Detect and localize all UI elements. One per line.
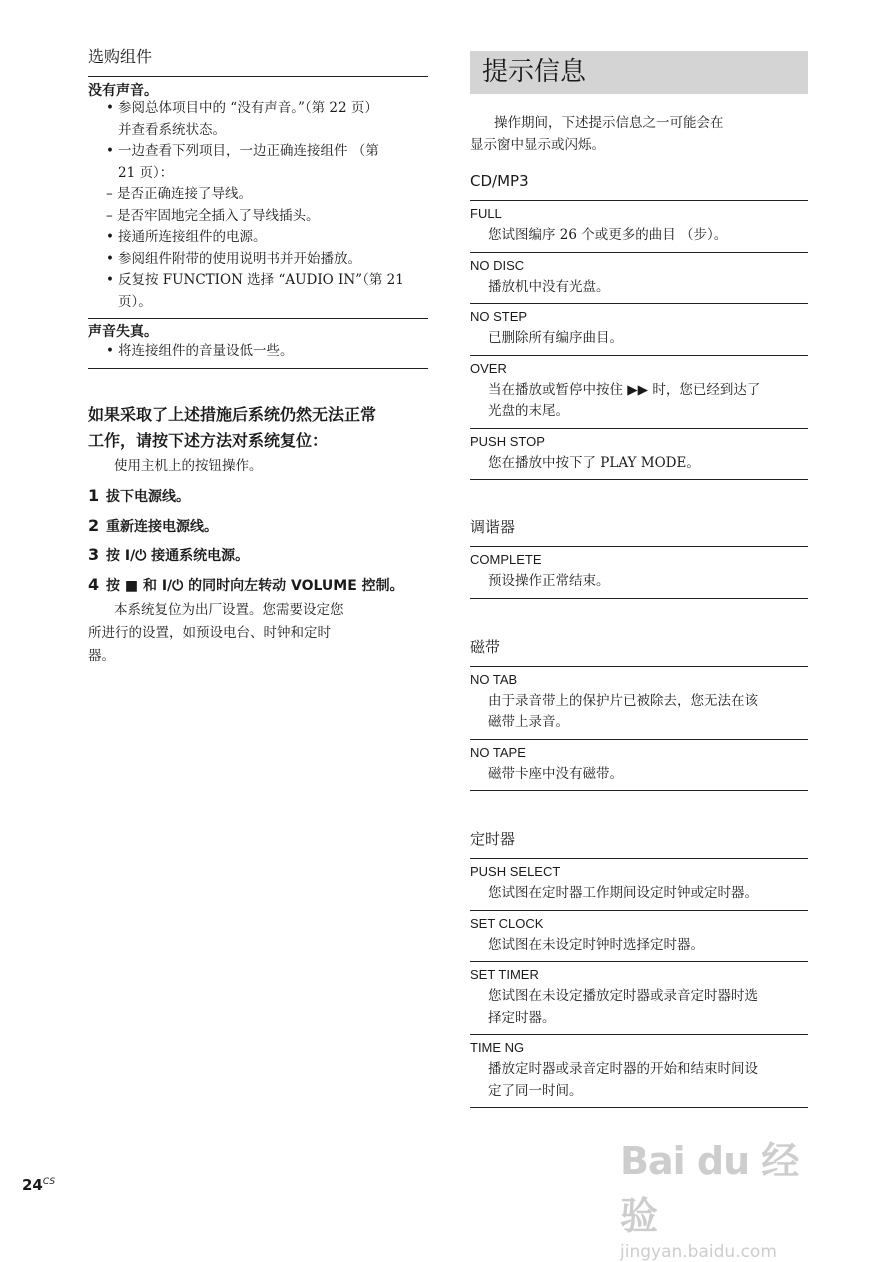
list-item: • 接通所连接组件的电源。 (88, 227, 428, 249)
section-title: CD/MP3 (470, 172, 529, 190)
message-entry (470, 910, 808, 962)
watermark-url: jingyan.baidu.com (620, 1242, 777, 1262)
message-code: NO STEP (470, 309, 528, 324)
divider (470, 790, 808, 791)
message-entry (470, 200, 808, 252)
message-entry (470, 355, 808, 428)
message-description: 您试图在未设定时钟时选择定时器。 (488, 936, 704, 953)
message-section (470, 170, 808, 480)
list-item: 并查看系统状态。 (118, 121, 226, 138)
message-entry (470, 666, 808, 739)
divider (88, 368, 428, 369)
message-description: 您试图在未设定播放定时器或录音定时器时选 (488, 988, 758, 1004)
reset-heading-line: 工作，请按下述方法对系统复位： (88, 431, 329, 450)
message-entry (470, 546, 808, 598)
banner-title: 提示信息 (482, 57, 587, 87)
message-entry (470, 303, 808, 355)
message-code: COMPLETE (470, 552, 542, 567)
intro-line: 显示窗中显示或闪烁。 (470, 137, 605, 153)
outro-line: 本系统复位为出厂设置。您需要设定您 (114, 602, 344, 618)
watermark-brand: Bai du 经验 (620, 1139, 799, 1238)
message-description: 已删除所有编序曲目。 (488, 330, 623, 346)
message-entry (470, 428, 808, 480)
message-description: 定了同一时间。 (488, 1082, 583, 1099)
step-text: 按 I/⏻ 接通系统电源。 (106, 548, 250, 564)
outro-line: 器。 (88, 648, 115, 664)
divider (470, 479, 808, 480)
message-description: 您试图编序 26 个或更多的曲目 （步）。 (488, 227, 728, 243)
message-code: OVER (470, 360, 507, 376)
page-number (22, 1176, 55, 1194)
message-section (470, 516, 808, 599)
message-entry (470, 858, 808, 910)
message-code: NO DISC (470, 257, 525, 273)
list-item: • 一边查看下列项目，一边正确连接组件 （第 (88, 141, 428, 163)
message-entry (470, 739, 808, 791)
step-number: 2 (88, 515, 100, 535)
intro-paragraph (470, 112, 808, 156)
list-item: 页）。 (118, 293, 152, 310)
message-description: 您试图在定时器工作期间设定时钟或定时器。 (488, 885, 758, 901)
banner (470, 51, 808, 94)
reset-heading-line: 如果采取了上述措施后系统仍然无法正常 (88, 405, 377, 424)
section-title: 定时器 (470, 830, 516, 848)
message-description: 磁带上录音。 (488, 714, 569, 730)
message-description: 播放定时器或录音定时器的开始和结束时间设 (488, 1061, 758, 1077)
reset-outro (88, 599, 428, 668)
list-item: • 参阅组件附带的使用说明书并开始播放。 (88, 249, 428, 271)
message-entry (470, 252, 808, 304)
divider (88, 76, 428, 77)
message-code: TIME NG (470, 1040, 525, 1055)
list-item: • 参阅总体项目中的 “没有声音。”（第 22 页） (88, 98, 428, 120)
message-code: PUSH SELECT (470, 864, 561, 879)
step-number: 3 (88, 545, 100, 564)
message-description: 预设操作正常结束。 (488, 573, 610, 589)
message-description: 由于录音带上的保护片已被除去，您无法在该 (488, 692, 758, 709)
step-number: 1 (88, 486, 100, 505)
reset-step (88, 540, 428, 570)
message-section (470, 828, 808, 1108)
step-text: 按 ■ 和 I/⏻ 的同时向左转动 VOLUME 控制。 (106, 577, 404, 594)
message-entry (470, 961, 808, 1034)
no-sound-list (88, 98, 428, 313)
outro-line: 所进行的设置，如预设电台、时钟和定时 (88, 625, 331, 641)
reset-step (88, 570, 428, 600)
step-text: 重新连接电源线。 (106, 518, 218, 535)
reset-heading (88, 402, 428, 454)
message-code: SET CLOCK (470, 915, 544, 931)
message-section (470, 636, 808, 792)
message-sections (470, 170, 808, 1108)
message-description: 当在播放或暂停中按住 ▶▶ 时，您已经到达了 (488, 381, 761, 398)
message-code: SET TIMER (470, 967, 539, 982)
message-code: NO TAPE (470, 744, 526, 760)
section-title: 调谐器 (470, 518, 516, 536)
divider (88, 318, 428, 319)
no-sound-title: 没有声音。 (88, 83, 158, 99)
step-text: 拔下电源线。 (106, 489, 190, 505)
message-description: 您在播放中按下了 PLAY MODE。 (488, 454, 700, 471)
reset-intro: 使用主机上的按钮操作。 (114, 458, 263, 474)
message-entry (470, 1034, 808, 1107)
message-description: 择定时器。 (488, 1009, 556, 1026)
baidu-watermark (620, 1130, 820, 1262)
distortion-title: 声音失真。 (88, 324, 158, 340)
message-description: 光盘的末尾。 (488, 403, 569, 419)
list-item: – 是否牢固地完全插入了导线插头。 (106, 207, 320, 224)
message-code: NO TAB (470, 671, 518, 687)
intro-line: 操作期间，下述提示信息之一可能会在 (494, 115, 724, 131)
list-item: • 反复按 FUNCTION 选择 “AUDIO IN”（第 21 (88, 270, 428, 292)
reset-step (88, 481, 428, 511)
section-title: 磁带 (470, 637, 501, 656)
message-code: PUSH STOP (470, 433, 545, 449)
divider (470, 1107, 808, 1108)
reset-step (88, 511, 428, 541)
list-item: – 是否正确连接了导线。 (106, 186, 253, 202)
message-description: 播放机中没有光盘。 (488, 278, 610, 295)
page-suffix: CS (42, 1177, 56, 1187)
page-number-value: 24 (22, 1176, 43, 1194)
step-number: 4 (88, 574, 100, 594)
distortion-bullet: • 将连接组件的音量设低一些。 (88, 341, 458, 363)
reset-steps (88, 481, 428, 599)
message-code: FULL (470, 206, 502, 221)
message-description: 磁带卡座中没有磁带。 (488, 765, 623, 782)
optional-components-title: 选购组件 (88, 47, 153, 66)
divider (470, 598, 808, 599)
list-item: 21 页）： (118, 164, 174, 181)
